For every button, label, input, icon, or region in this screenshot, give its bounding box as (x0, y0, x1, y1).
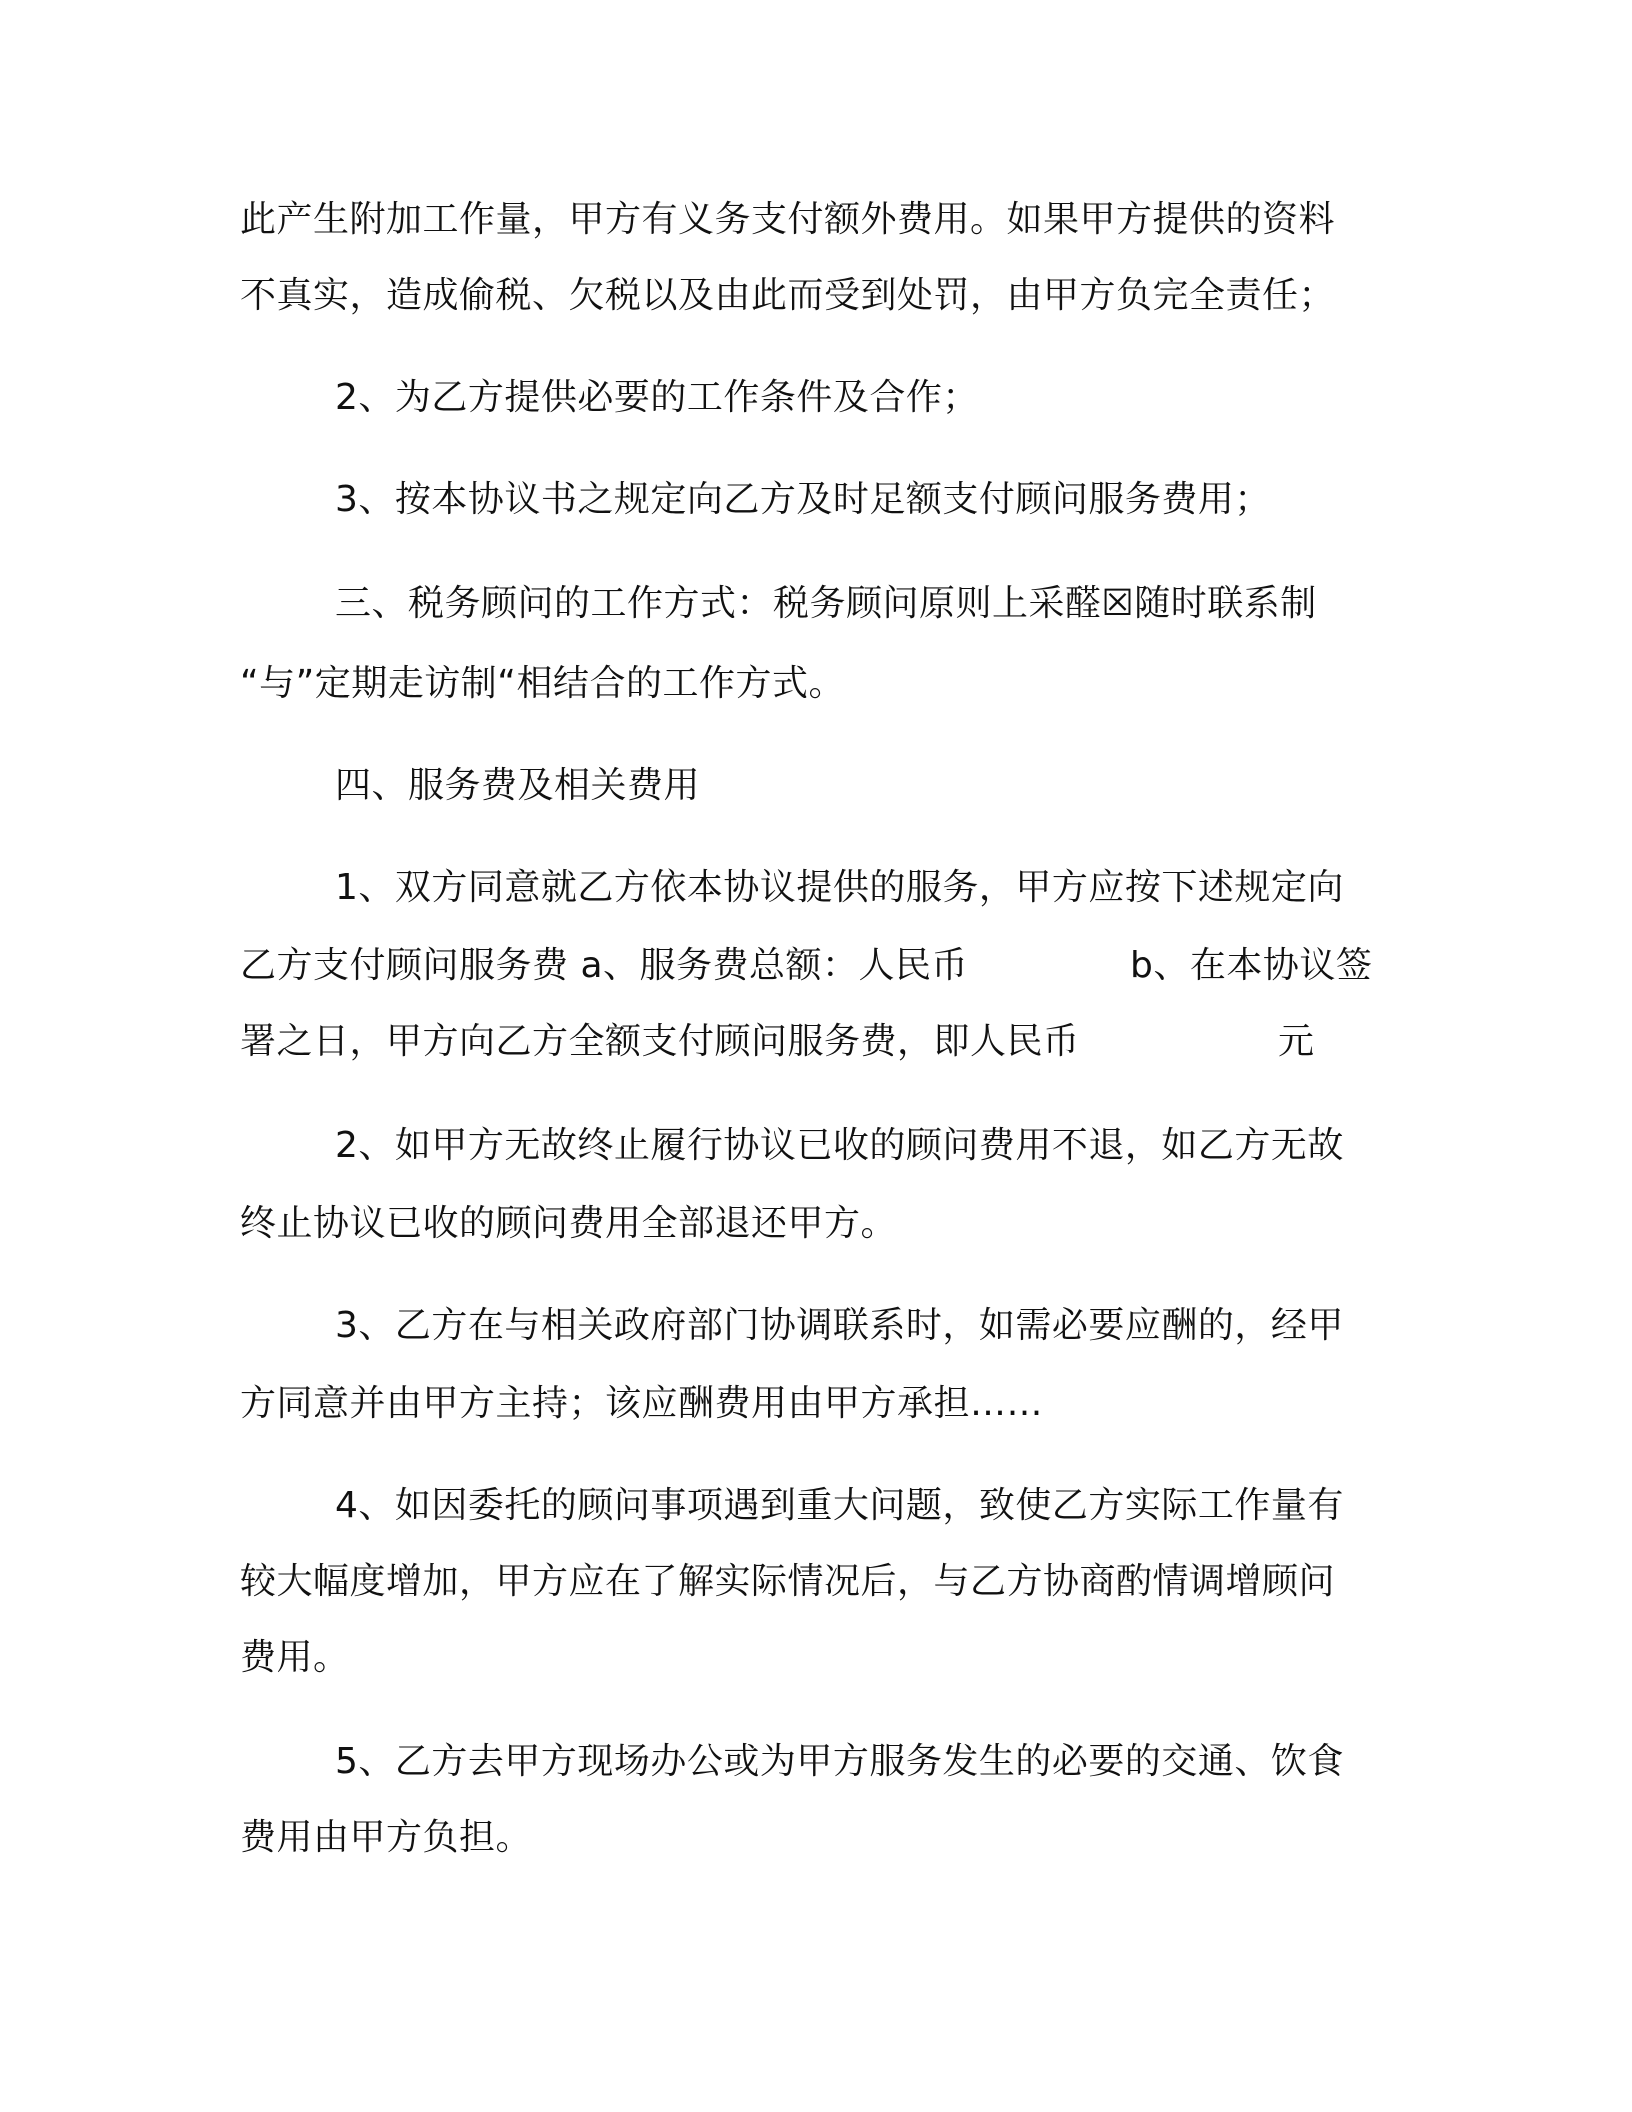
text-line: 元 (1278, 1021, 1315, 1062)
text-line: 乙方支付顾问服务费 a、服务费总额：人民币 (240, 945, 969, 986)
text-line: 5、乙方去甲方现场办公或为甲方服务发生的必要的交通、饮食 (335, 1741, 1344, 1782)
text-line: 费用。 (240, 1637, 350, 1678)
text-line: 方同意并由甲方主持；该应酬费用由甲方承担…… (240, 1383, 1044, 1424)
section-heading: 四、服务费及相关费用 (335, 765, 701, 806)
text-line: 2、为乙方提供必要的工作条件及合作； (335, 377, 979, 418)
text-line: b、在本协议签 (1130, 945, 1373, 986)
text-line: 此产生附加工作量，甲方有义务支付额外费用。如果甲方提供的资料 (240, 199, 1336, 240)
text-line: 费用由甲方负担。 (240, 1817, 533, 1858)
text-line: 不真实，造成偷税、欠税以及由此而受到处罚，由甲方负完全责任； (240, 275, 1336, 316)
text-line: 2、如甲方无故终止履行协议已收的顾问费用不退，如乙方无故 (335, 1125, 1344, 1166)
text-line: 署之日，甲方向乙方全额支付顾问服务费，即人民币 (240, 1021, 1080, 1062)
text-line: 3、乙方在与相关政府部门协调联系时，如需必要应酬的，经甲 (335, 1305, 1344, 1346)
text-line: 1、双方同意就乙方依本协议提供的服务，甲方应按下述规定向 (335, 867, 1344, 908)
text-line: 较大幅度增加，甲方应在了解实际情况后，与乙方协商酌情调增顾问 (240, 1561, 1336, 1602)
text-line: “与”定期走访制“相结合的工作方式。 (240, 663, 845, 704)
text-line: 三、税务顾问的工作方式：税务顾问原则上采醛☒随时联系制 (335, 583, 1317, 624)
text-line: 3、按本协议书之规定向乙方及时足额支付顾问服务费用； (335, 479, 1271, 520)
text-line: 4、如因委托的顾问事项遇到重大问题，致使乙方实际工作量有 (335, 1485, 1344, 1526)
text-line: 终止协议已收的顾问费用全部退还甲方。 (240, 1203, 898, 1244)
